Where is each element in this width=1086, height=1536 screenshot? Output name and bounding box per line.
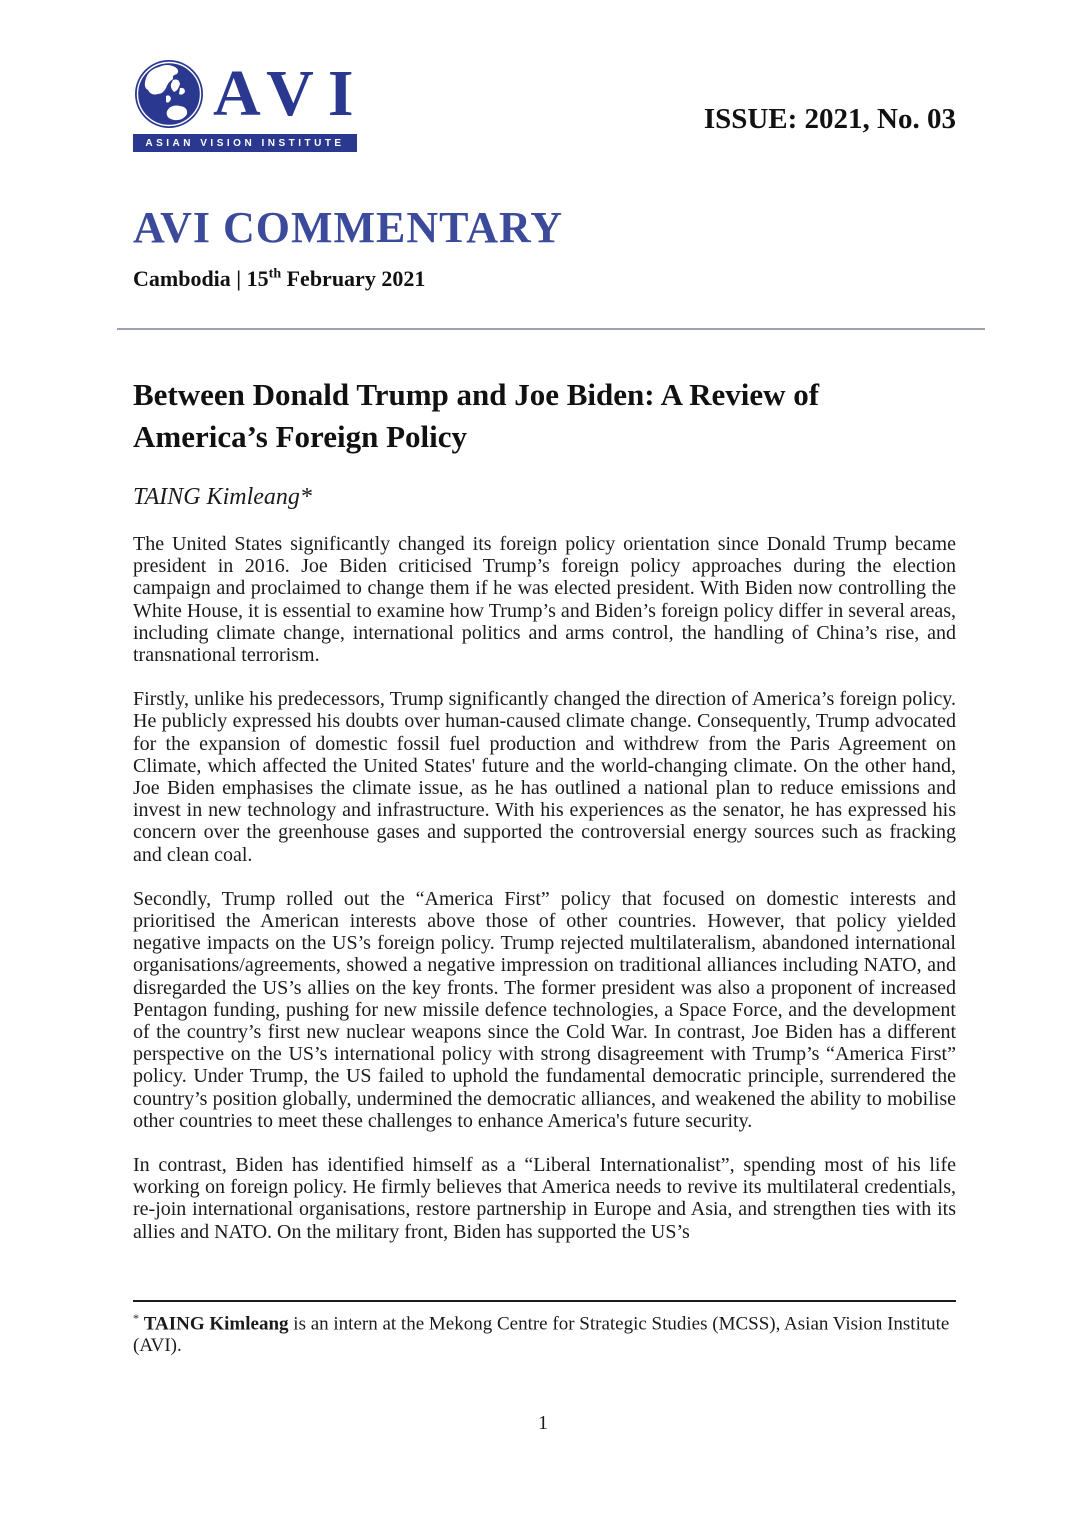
logo-top bbox=[133, 58, 368, 130]
dateline-ordinal: th bbox=[268, 266, 282, 282]
article-title: Between Donald Trump and Joe Biden: A Review of America’s Foreign Policy bbox=[133, 377, 820, 454]
dateline-prefix: Cambodia | 15 bbox=[133, 266, 269, 291]
issue-label: ISSUE: 2021, No. 03 bbox=[703, 103, 956, 135]
footnote-marker: * bbox=[133, 1311, 139, 1325]
header-divider bbox=[117, 328, 985, 330]
footnote bbox=[133, 1300, 956, 1357]
footnote-text: is an intern at the Mekong Centre for Strategic Studies (MCSS), Asian Vision Institute (AVI). bbox=[133, 1313, 950, 1357]
header bbox=[133, 58, 956, 152]
logo-tagline: ASIAN VISION INSTITUTE bbox=[133, 134, 357, 152]
dateline bbox=[133, 266, 956, 292]
page-number: 1 bbox=[538, 1412, 548, 1434]
globe-icon bbox=[133, 58, 205, 130]
paragraph-2: Firstly, unlike his predecessors, Trump significantly changed the direction of America’s foreign policy. He publicly expressed his doubts over human-caused climate change. Consequently, Trump advocated for the expansion of domestic fossil fuel production and withdrew from the Paris Agreement on Climate, which affected the United States' future and the world-changing climate. On the other hand, Joe Biden emphasises the climate issue, as he has outlined a national plan to reduce emissions and invest in new technology and infrastructure. With his experiences as the senator, he has expressed his concern over the greenhouse gases and supported the controversial energy sources such as fracking and clean coal. bbox=[133, 688, 956, 866]
paragraph-3: Secondly, Trump rolled out the “America First” policy that focused on domestic interests and prioritised the American interests above those of other countries. However, that policy yielded negative impacts on the US’s foreign policy. Trump rejected multilateralism, abandoned international organisations/agreements, showed a negative impression on traditional alliances including NATO, and disregarded the US’s allies on the key fronts. The former president was also a proponent of increased Pentagon funding, pushing for new missile defence technologies, a Space Force, and the development of the country’s first new nuclear weapons since the Cold War. In contrast, Joe Biden has a different perspective on the US’s international policy with strong disagreement with Trump’s “America First” policy. Under Trump, the US failed to uphold the fundamental democratic principle, surrendered the country’s position globally, undermined the democratic alliances, and weakened the ability to mobilise other countries to meet these challenges to enhance America's future security. bbox=[133, 887, 956, 1132]
avi-logo bbox=[133, 58, 368, 152]
paragraph-4: In contrast, Biden has identified himself as a “Liberal Internationalist”, spending most of his life working on foreign policy. He firmly believes that America needs to revive its multilateral credentials, re-join international organisations, restore partnership in Europe and Asia, and strengthen ties with its allies and NATO. On the military front, Biden has supported the US’s bbox=[133, 1154, 956, 1243]
publication-title: AVI COMMENTARY bbox=[133, 203, 564, 252]
footnote-author: TAING Kimleang bbox=[143, 1313, 289, 1335]
dateline-suffix: February 2021 bbox=[281, 266, 426, 291]
article-author: TAING Kimleang* bbox=[133, 484, 312, 510]
paragraph-1: The United States significantly changed its foreign policy orientation since Donald Trump became president in 2016. Joe Biden criticised Trump’s foreign policy approaches during the election campaign and proclaimed to change them if he was elected president. With Biden now controlling the White House, it is essential to examine how Trump’s and Biden’s foreign policy differ in several areas, including climate change, international politics and arms control, the handling of China’s rise, and transnational terrorism. bbox=[133, 533, 956, 667]
logo-acronym: AVI bbox=[213, 57, 368, 130]
